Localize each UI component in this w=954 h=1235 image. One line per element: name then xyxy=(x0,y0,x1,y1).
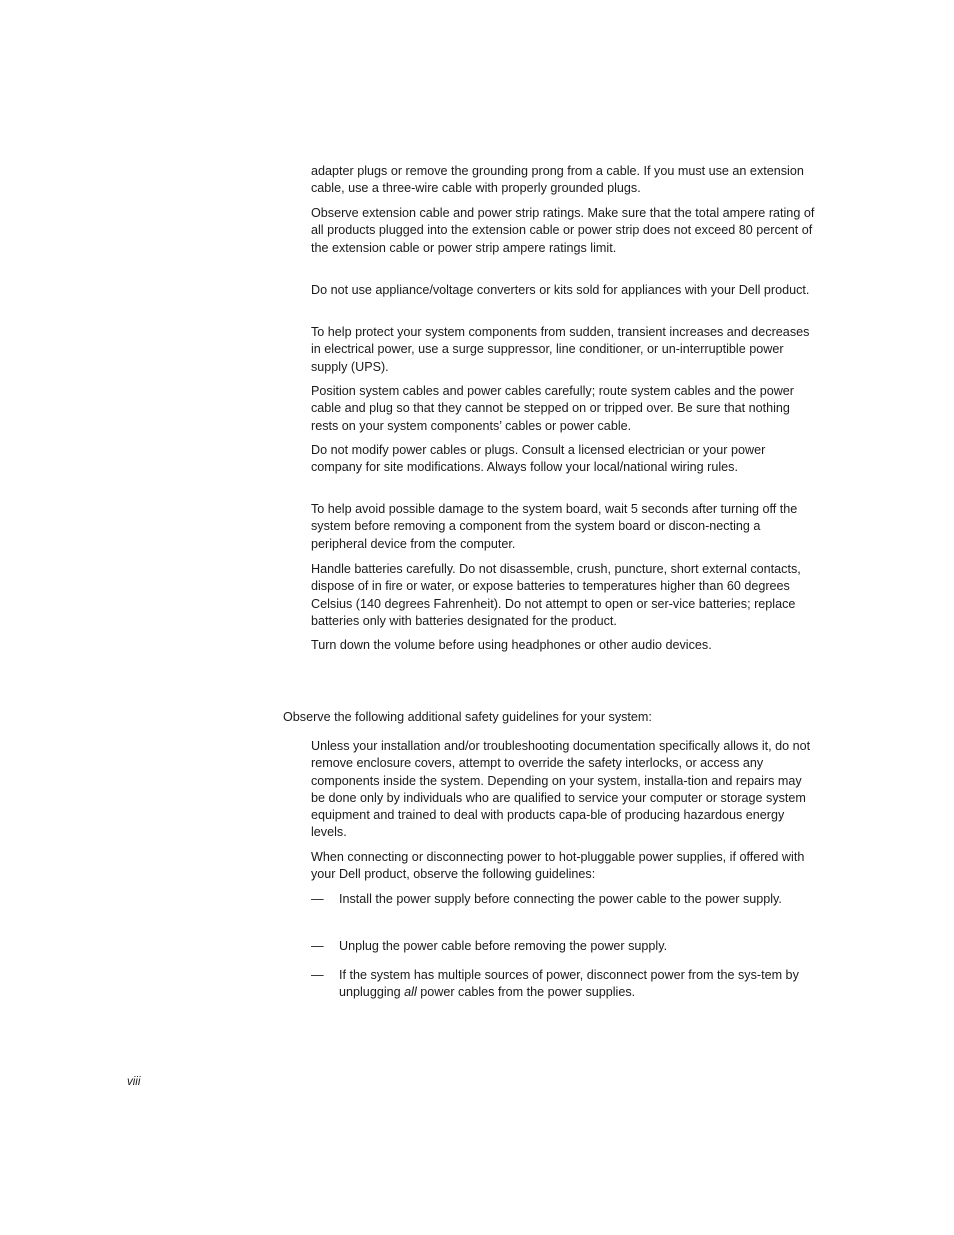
paragraph-surge-suppressor: To help protect your system components from sudden, transient increases and decreases in electrical power, use a surge suppressor, line conditioner, or un-interruptible power supply (UPS). xyxy=(311,325,810,374)
list-item-text-end: power cables from the power supplies. xyxy=(416,985,636,1000)
paragraph-enclosure-covers: Unless your installation and/or troubleshooting documentation specifically allows it, do not remove enclosure covers, attempt to override the safety interlocks, or access any components inside the system. Depending on your system, installa-tion and repairs may be done only by individuals who are qualified to service your computer or storage system equipment and trained to deal with products capa-ble of producing hazardous energy levels. xyxy=(311,739,811,840)
dash-bullet: — xyxy=(311,939,324,953)
dash-bullet: — xyxy=(311,892,324,906)
paragraph-system-board: To help avoid possible damage to the system board, wait 5 seconds after turning off the system before removing a component from the system board or discon-necting a peripheral device from the computer. xyxy=(311,502,798,551)
paragraph-extension-ratings: Observe extension cable and power strip ratings. Make sure that the total ampere rating of all products plugged into the extension cable or power strip does not exceed 80 percent of the extension cable or power strip ampere ratings limit. xyxy=(311,206,815,255)
list-item-text-start: If the system has multiple sources of power, disconnect power from the sys-tem by unplugging xyxy=(339,968,799,1000)
paragraph-adapter-plugs: adapter plugs or remove the grounding prong from a cable. If you must use an extension cable, use a three-wire cable with properly grounded plugs. xyxy=(311,164,804,196)
list-item-text xyxy=(339,967,816,1002)
paragraph-cable-position: Position system cables and power cables carefully; route system cables and the power cable and plug so that they cannot be stepped on or tripped over. Be sure that nothing rests on your system components’ cables or power cable. xyxy=(311,384,795,433)
page-number: viii xyxy=(127,1076,141,1088)
paragraph-hot-pluggable: When connecting or disconnecting power to hot-pluggable power supplies, if offered with your Dell product, observe the following guidelines: xyxy=(311,850,805,882)
list-item-text: Install the power supply before connecting the power cable to the power supply. xyxy=(339,892,782,906)
list-item-text: Unplug the power cable before removing the power supply. xyxy=(339,939,668,953)
paragraph-volume: Turn down the volume before using headphones or other audio devices. xyxy=(311,638,712,652)
list-item xyxy=(311,938,816,955)
paragraph-voltage-converters: Do not use appliance/voltage converters or kits sold for appliances with your Dell product. xyxy=(311,283,810,297)
paragraph-modify-cables: Do not modify power cables or plugs. Consult a licensed electrician or your power company for site modifications. Always follow your local/national wiring rules. xyxy=(311,443,766,475)
list-item xyxy=(311,891,816,908)
emphasis-all: all xyxy=(404,985,417,1000)
list-item xyxy=(311,967,816,1002)
section-intro: Observe the following additional safety guidelines for your system: xyxy=(283,710,652,724)
dash-bullet: — xyxy=(311,968,324,982)
paragraph-batteries: Handle batteries carefully. Do not disassemble, crush, puncture, short external contacts, dispose of in fire or water, or expose batteries to temperatures higher than 60 degrees Celsius (140 degrees Fahrenheit). Do not attempt to open or ser-vice batteries; replace batteries only with batteries designated for the product. xyxy=(311,562,801,628)
